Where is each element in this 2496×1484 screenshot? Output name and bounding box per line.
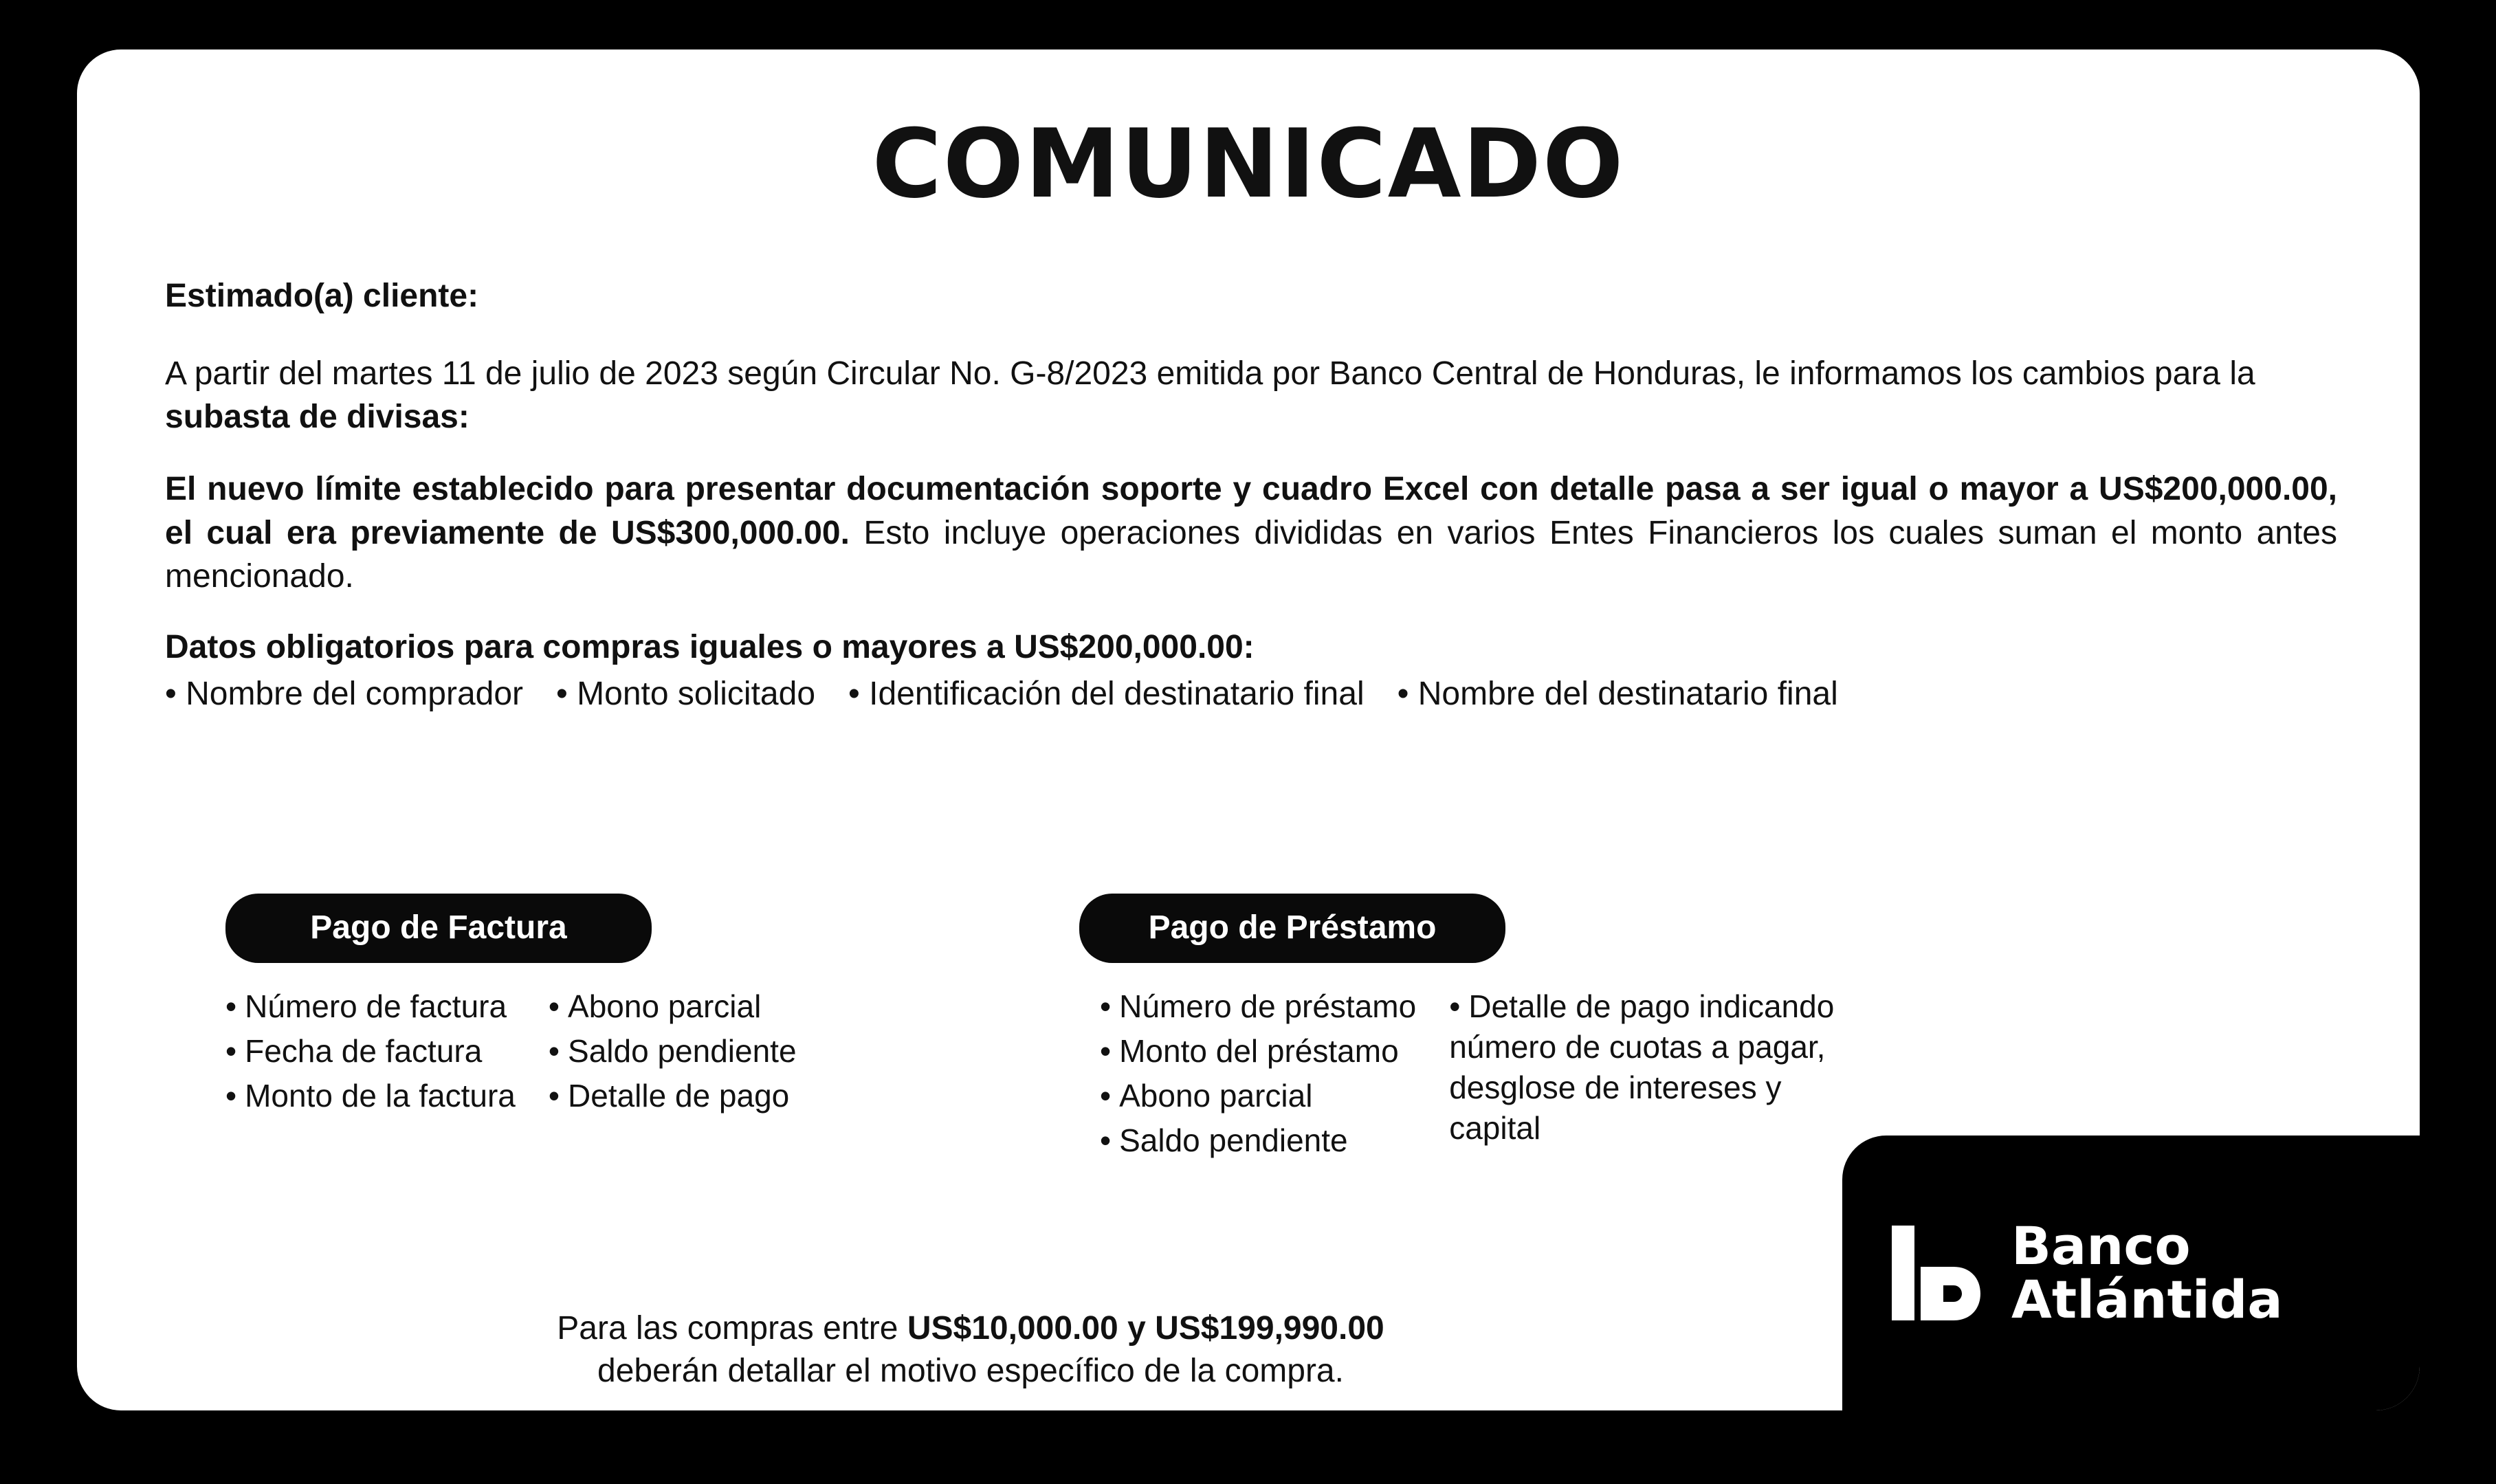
list-item: • Saldo pendiente xyxy=(549,1031,797,1072)
section-loan-payment xyxy=(990,894,1952,1165)
communique-card xyxy=(77,49,2420,1410)
paragraph-circular-emphasis: subasta de divisas: xyxy=(165,398,470,435)
brand-logo xyxy=(1842,1136,2420,1410)
loan-payment-lists xyxy=(1079,986,1952,1165)
paragraph-circular-text: A partir del martes 11 de julio de 2023 según Circular No. G-8/2023 emitida por Banco Central de Honduras, le informamos los cambios para la xyxy=(165,355,2255,392)
paragraph-new-limit-text: Esto incluye operaciones divididas en varios Entes Financieros los cuales suman el monto antes mencionado. xyxy=(165,514,2337,595)
required-data-heading: Datos obligatorios para compras iguales o mayores a US$200,000.00: xyxy=(165,629,1255,666)
required-data-list xyxy=(165,672,2337,717)
invoice-pill-wrap xyxy=(225,894,990,963)
brand-name-line-2: Atlántida xyxy=(2011,1269,2283,1330)
list-item: • Monto solicitado xyxy=(556,676,816,713)
loan-list-column-1 xyxy=(1100,986,1416,1165)
loan-list-column-2 xyxy=(1449,986,1875,1165)
list-item: • Fecha de factura xyxy=(225,1031,516,1072)
paragraph-circular xyxy=(165,352,2337,439)
page-title: COMUNICADO xyxy=(872,109,1625,219)
greeting-text: Estimado(a) cliente: xyxy=(165,278,479,314)
list-item: • Número de factura xyxy=(225,986,516,1027)
section-invoice-payment xyxy=(165,894,990,1165)
document-body xyxy=(165,276,2337,717)
footer-line-1-emphasis: US$10,000.00 y US$199,990.00 xyxy=(907,1310,1384,1347)
invoice-payment-badge: Pago de Factura xyxy=(225,894,652,963)
brand-name xyxy=(2011,1215,2283,1330)
list-item: • Abono parcial xyxy=(1100,1076,1416,1116)
list-item: • Detalle de pago indicando número de cuotas a pagar, desglose de intereses y capital xyxy=(1449,986,1875,1149)
loan-pill-wrap xyxy=(1079,894,1952,963)
footer-line-1-text: Para las compras entre xyxy=(557,1310,907,1347)
list-item: • Identificación del destinatario final xyxy=(848,676,1365,713)
footer-line-1 xyxy=(283,1307,1658,1350)
list-item: • Nombre del destinatario final xyxy=(1397,676,1838,713)
list-item: • Abono parcial xyxy=(549,986,797,1027)
list-item: • Monto de la factura xyxy=(225,1076,516,1116)
list-item: • Número de préstamo xyxy=(1100,986,1416,1027)
banco-atlantida-logo-icon xyxy=(1884,1221,1987,1325)
loan-payment-badge: Pago de Préstamo xyxy=(1079,894,1505,963)
invoice-payment-lists xyxy=(225,986,990,1120)
payment-sections xyxy=(165,894,2337,1165)
list-item: • Detalle de pago xyxy=(549,1076,797,1116)
list-item: • Saldo pendiente xyxy=(1100,1120,1416,1161)
paragraph-new-limit xyxy=(165,467,2337,598)
footer-line-2: deberán detallar el motivo específico de la compra. xyxy=(597,1353,1344,1390)
footer-note xyxy=(283,1307,1658,1393)
list-item: • Nombre del comprador xyxy=(165,676,524,713)
paragraph-new-limit-emphasis: El nuevo límite establecido para presentar documentación soporte y cuadro Excel con detalle pasa a ser igual o mayor a US$200,000.00, el cual era previamente de US$300,000.00. xyxy=(165,471,2337,551)
list-item: • Monto del préstamo xyxy=(1100,1031,1416,1072)
brand-name-line-1: Banco xyxy=(2011,1215,2191,1277)
invoice-list-column-1 xyxy=(225,986,516,1120)
invoice-list-column-2 xyxy=(549,986,797,1120)
